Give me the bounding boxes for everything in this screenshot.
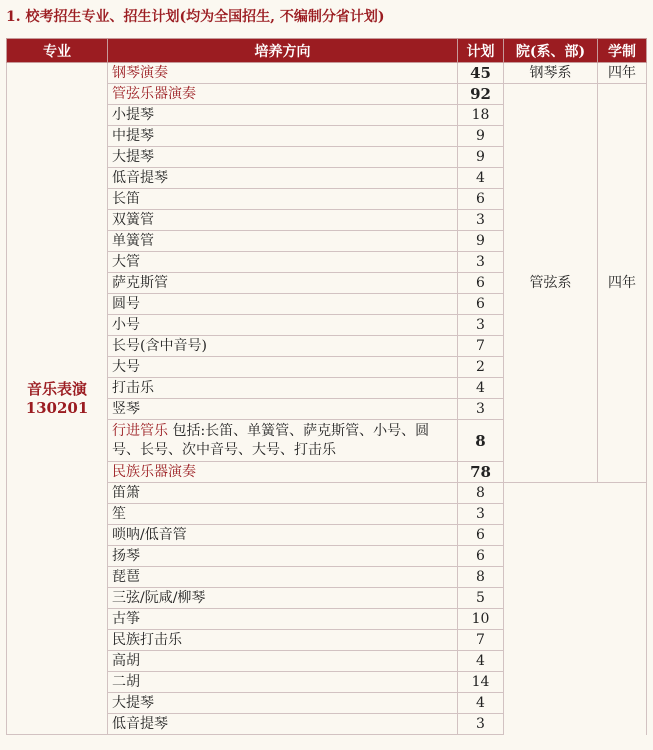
section-heading: 1. 校考招生专业、招生计划(均为全国招生, 不编制分省计划)	[6, 9, 385, 25]
instrument-plan: 6	[458, 273, 504, 294]
instrument-plan: 9	[458, 126, 504, 147]
dept-orchestra: 管弦系	[504, 84, 598, 483]
instrument-plan: 4	[458, 651, 504, 672]
enrollment-plan-table	[6, 38, 647, 735]
instrument-name: 低音提琴	[108, 714, 458, 735]
instrument-plan: 6	[458, 189, 504, 210]
instrument-name: 二胡	[108, 672, 458, 693]
instrument-name: 三弦/阮咸/柳琴	[108, 588, 458, 609]
years-piano: 四年	[598, 63, 647, 84]
header-plan: 计划	[458, 39, 504, 63]
plan-piano: 45	[458, 63, 504, 84]
instrument-plan: 3	[458, 504, 504, 525]
instrument-plan: 7	[458, 336, 504, 357]
instrument-name: 大号	[108, 357, 458, 378]
instrument-name: 琵琶	[108, 567, 458, 588]
instrument-plan: 10	[458, 609, 504, 630]
instrument-name: 大提琴	[108, 693, 458, 714]
instrument-plan: 2	[458, 357, 504, 378]
instrument-name: 打击乐	[108, 378, 458, 399]
header-direction: 培养方向	[108, 39, 458, 63]
instrument-name: 小号	[108, 315, 458, 336]
march-band-name: 行进管乐	[112, 422, 168, 439]
instrument-plan: 3	[458, 714, 504, 735]
instrument-plan: 4	[458, 168, 504, 189]
instrument-name: 高胡	[108, 651, 458, 672]
category-orchestra: 管弦乐器演奏	[108, 84, 458, 105]
instrument-name: 古筝	[108, 609, 458, 630]
instrument-name: 大提琴	[108, 147, 458, 168]
instrument-plan: 4	[458, 693, 504, 714]
instrument-plan: 8	[458, 567, 504, 588]
category-piano: 钢琴演奏	[108, 63, 458, 84]
instrument-plan: 3	[458, 252, 504, 273]
instrument-plan: 3	[458, 210, 504, 231]
major-cell	[7, 63, 108, 735]
instrument-plan: 14	[458, 672, 504, 693]
instrument-plan: 9	[458, 147, 504, 168]
plan-orchestra: 92	[458, 84, 504, 105]
instrument-plan: 8	[458, 483, 504, 504]
instrument-plan: 6	[458, 546, 504, 567]
instrument-name: 萨克斯管	[108, 273, 458, 294]
table-row	[7, 63, 647, 84]
instrument-plan: 7	[458, 630, 504, 651]
instrument-name: 低音提琴	[108, 168, 458, 189]
instrument-name: 竖琴	[108, 399, 458, 420]
instrument-name: 唢呐/低音管	[108, 525, 458, 546]
instrument-plan: 6	[458, 294, 504, 315]
instrument-name: 单簧管	[108, 231, 458, 252]
instrument-plan: 6	[458, 525, 504, 546]
instrument-name: 长笛	[108, 189, 458, 210]
header-dept: 院(系、部)	[504, 39, 598, 63]
instrument-plan: 9	[458, 231, 504, 252]
march-band-detail: 包括:长笛、单簧管、萨克斯管、小号、圆号、长号、次中音号、大号、打击乐	[112, 422, 430, 458]
header-major: 专业	[7, 39, 108, 63]
instrument-name: 民族打击乐	[108, 630, 458, 651]
instrument-name: 小提琴	[108, 105, 458, 126]
instrument-name: 笛箫	[108, 483, 458, 504]
instrument-plan: 5	[458, 588, 504, 609]
header-years: 学制	[598, 39, 647, 63]
years-orchestra: 四年	[598, 84, 647, 483]
instrument-name: 中提琴	[108, 126, 458, 147]
instrument-plan: 4	[458, 378, 504, 399]
table-header-row	[7, 39, 647, 63]
category-folk: 民族乐器演奏	[108, 462, 458, 483]
instrument-plan: 18	[458, 105, 504, 126]
instrument-plan: 3	[458, 315, 504, 336]
march-band-cell	[108, 420, 458, 462]
instrument-plan: 3	[458, 399, 504, 420]
instrument-name: 笙	[108, 504, 458, 525]
instrument-name: 双簧管	[108, 210, 458, 231]
dept-piano: 钢琴系	[504, 63, 598, 84]
plan-march-band: 8	[458, 420, 504, 462]
plan-folk: 78	[458, 462, 504, 483]
instrument-name: 扬琴	[108, 546, 458, 567]
instrument-name: 长号(含中音号)	[108, 336, 458, 357]
major-code: 130201	[25, 398, 89, 417]
instrument-name: 大管	[108, 252, 458, 273]
major-name: 音乐表演	[26, 379, 87, 398]
instrument-name: 圆号	[108, 294, 458, 315]
